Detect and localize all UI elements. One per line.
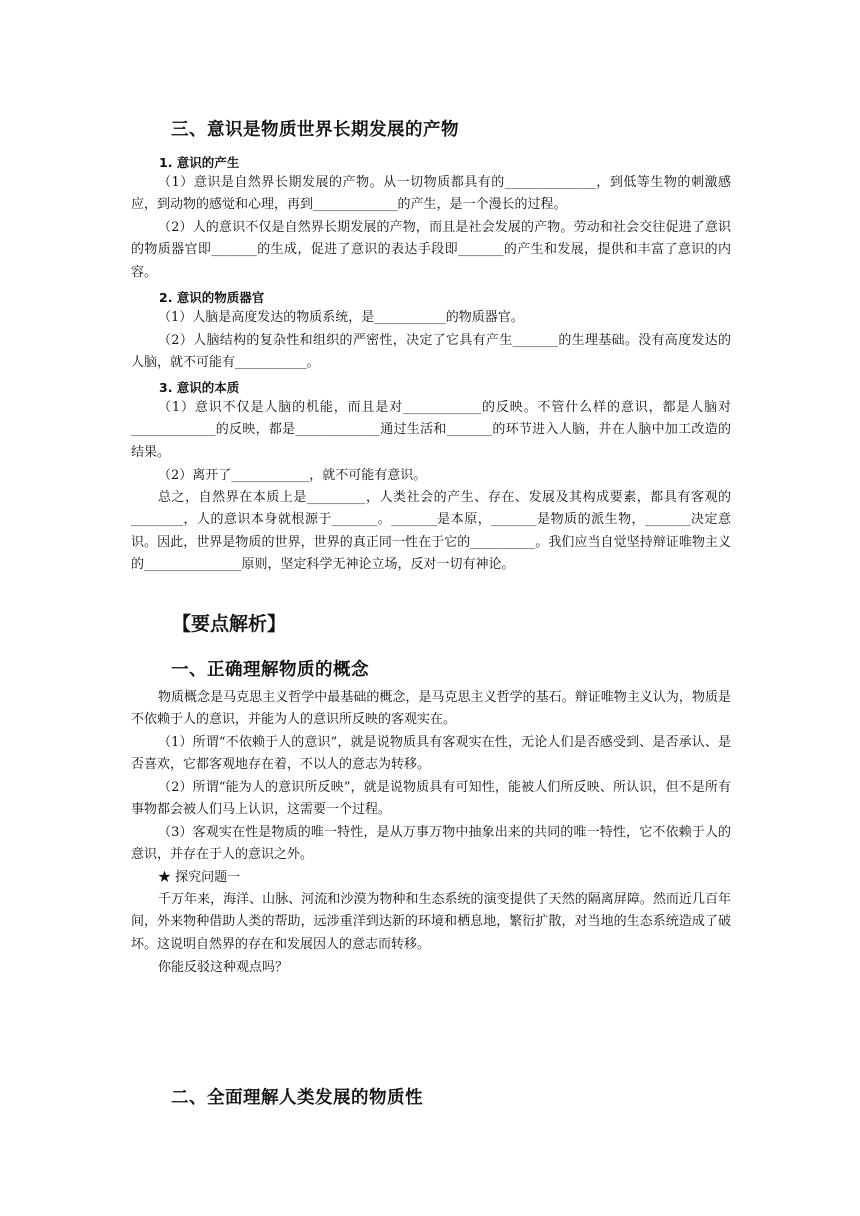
paragraph: （2）人的意识不仅是自然界长期发展的产物，而且是社会发展的产物。劳动和社会交往促进了意识的物质器官即_______的生成，促进了意识的表达手段即_______的产生和发展，提供和丰富了意识的内容。 [131, 220, 731, 280]
key-points-heading: 【要点解析】 [172, 613, 287, 635]
paragraph: （3）客观实在性是物质的唯一特性，是从万事万物中抽象出来的共同的唯一特性，它不依赖于人的意识，并存在于人的意识之外。 [131, 825, 731, 863]
subsection-title: 3. 意识的本质 [159, 380, 240, 395]
paragraph: （1）人脑是高度发达的物质系统，是___________的物质器官。 [158, 310, 524, 325]
section-title: 一、正确理解物质的概念 [171, 660, 369, 680]
paragraph: （2）离开了____________，就不可能有意识。 [158, 468, 427, 483]
paragraph: （1）意识是自然界长期发展的产物。从一切物质都具有的______________，到低等生物的刺激感应，到动物的感觉和心理，再到_____________的产生，是一个漫长的过程。 [131, 175, 731, 213]
explore-question-label: ★ 探究问题一 [158, 870, 241, 885]
paragraph: （1）所谓“不依赖于人的意识”，就是说物质具有客观实在性，无论人们是否感受到、是否承认、是否喜欢，它都客观地存在着，不以人的意志为转移。 [131, 735, 731, 773]
paragraph: （2）人脑结构的复杂性和组织的严密性，决定了它具有产生_______的生理基础。没有高度发达的人脑，就不可能有___________。 [131, 333, 731, 371]
section-title: 二、全面理解人类发展的物质性 [171, 1088, 423, 1108]
paragraph: （2）所谓“能为人的意识所反映”，就是说物质具有可知性，能被人们所反映、所认识，但不是所有事物都会被人们马上认识，这需要一个过程。 [131, 780, 731, 818]
paragraph: 总之，自然界在本质上是_________，人类社会的产生、存在、发展及其构成要素，都具有客观的________，人的意识本身就根源于_______。_______是本原，_______是物质的派生物，_______决定意识。因此，世界是物质的世界，世界的真正同一性在于它的__________。我们应当自觉坚持辩证唯物主义的_______________原则，坚定科学无神论立场，反对一切有神论。 [131, 490, 731, 573]
paragraph: 物质概念是马克思主义哲学中最基础的概念，是马克思主义哲学的基石。辩证唯物主义认为，物质是不依赖于人的意识，并能为人的意识所反映的客观实在。 [131, 690, 731, 728]
paragraph: 千万年来，海洋、山脉、河流和沙漠为物种和生态系统的演变提供了天然的隔离屏障。然而近几百年间，外来物种借助人类的帮助，远涉重洋到达新的环境和栖息地，繁衍扩散，对当地的生态系统造成了破坏。这说明自然界的存在和发展因人的意志而转移。 [131, 892, 731, 952]
paragraph: （1）意识不仅是人脑的机能，而且是对____________的反映。不管什么样的意识，都是人脑对_____________的反映，都是_____________通过生活和_______的环节进入人脑，并在人脑中加工改造的结果。 [131, 400, 731, 460]
section-title: 三、意识是物质世界长期发展的产物 [171, 120, 459, 140]
subsection-title: 2. 意识的物质器官 [159, 290, 265, 305]
subsection-title: 1. 意识的产生 [159, 155, 240, 170]
question-text: 你能反驳这种观点吗？ [158, 960, 289, 975]
